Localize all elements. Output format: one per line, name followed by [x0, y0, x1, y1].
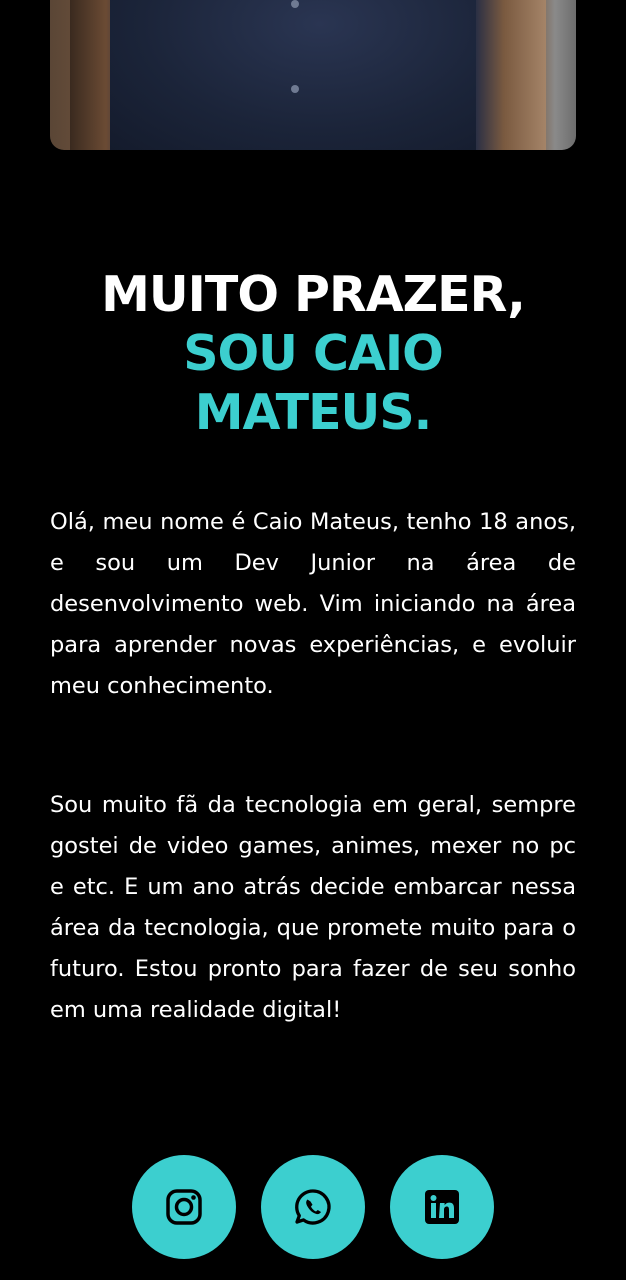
- title-name-line2: MATEUS.: [194, 384, 432, 441]
- instagram-button[interactable]: [132, 1155, 236, 1259]
- page-title: [0, 265, 626, 442]
- title-greeting: MUITO PRAZER,: [101, 266, 525, 323]
- whatsapp-button[interactable]: [261, 1155, 365, 1259]
- shirt-button: [291, 85, 299, 93]
- social-links: [0, 1155, 626, 1259]
- shirt-button: [291, 0, 299, 8]
- photo-shirt: [110, 0, 530, 150]
- instagram-icon: [164, 1187, 204, 1227]
- whatsapp-icon: [293, 1187, 333, 1227]
- profile-photo: [50, 0, 576, 150]
- linkedin-icon: [422, 1187, 462, 1227]
- about-paragraph-2: Sou muito fã da tecnologia em geral, sempre gostei de video games, animes, mexer no pc e etc. E um ano atrás decide embarcar nessa área da tecnologia, que promete muito para o futuro. Estou pronto para fazer de seu sonho em uma realidade digital!: [50, 792, 576, 1023]
- photo-arm-right: [476, 0, 546, 150]
- linkedin-button[interactable]: [390, 1155, 494, 1259]
- title-name-line1: SOU CAIO: [183, 325, 443, 382]
- about-paragraph-1: Olá, meu nome é Caio Mateus, tenho 18 anos, e sou um Dev Junior na área de desenvolvimento web. Vim iniciando na área para aprender novas experiências, e evoluir meu conhecimento.: [50, 509, 576, 699]
